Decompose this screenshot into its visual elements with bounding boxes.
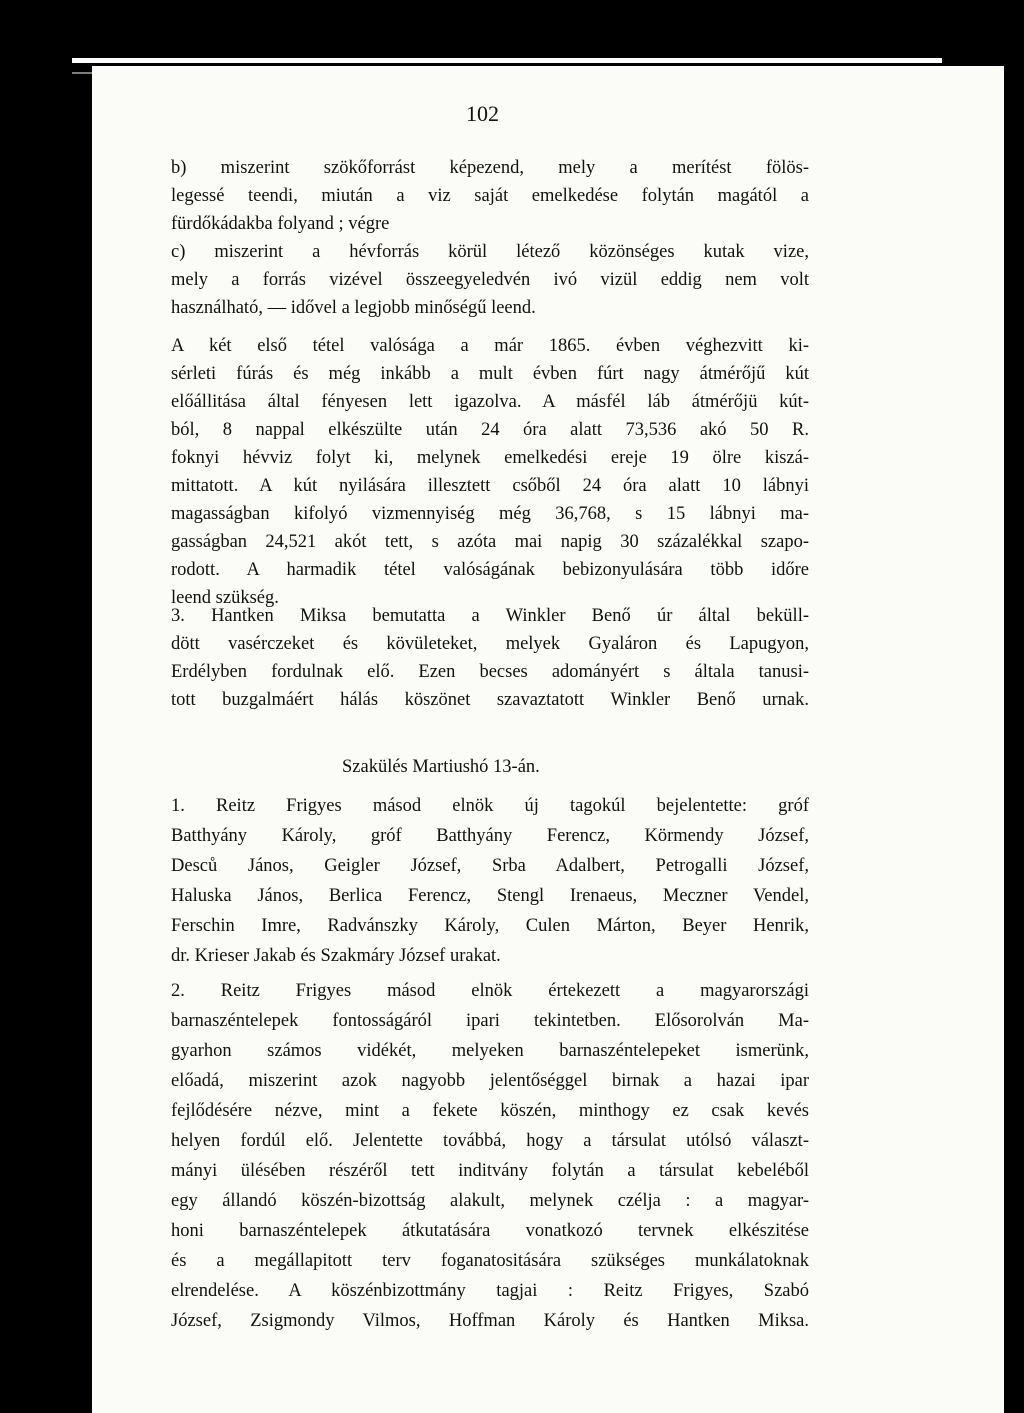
text-line: mányi ülésében részéről tett inditvány folytán a társulat kebeléből [171,1161,809,1181]
text-line: fejlődésére nézve, mint a fekete köszén, minthogy ez csak kevés [171,1101,809,1121]
text-line: egy állandó köszén-bizottság alakult, melynek czélja : a magyar- [171,1191,809,1211]
text-line: sérleti fúrás és még inkább a mult évben fúrt nagy átmérőjű kút [171,364,809,384]
text-line: ból, 8 nappal elkészülte után 24 óra alatt 73,536 akó 50 R. [171,420,809,440]
text-line: József, Zsigmondy Vilmos, Hoffman Károly és Hantken Miksa. [171,1311,809,1331]
text-line: Batthyány Károly, gróf Batthyány Ferencz, Körmendy József, [171,826,809,846]
text-line: fürdőkádakba folyand ; végre [171,214,390,234]
text-line: helyen fordúl elő. Jelentette továbbá, hogy a társulat utólsó választ- [171,1131,809,1151]
text-line: Erdélyben fordulnak elő. Ezen becses adományért s általa tanusi- [171,662,809,682]
session-heading: Szakülés Martiushó 13-án. [342,757,540,777]
text-line: 1. Reitz Frigyes másod elnök új tagokúl bejelentette: gróf [171,796,809,816]
text-line: barnaszéntelepek fontosságáról ipari tekintetben. Elősorolván Ma- [171,1011,809,1031]
text-line: mittatott. A kút nyilására illesztett csőből 24 óra alatt 10 lábnyi [171,476,809,496]
text-line: gyarhon számos vidékét, melyeken barnaszéntelepeket ismerünk, [171,1041,809,1061]
top-rule [72,58,942,63]
text-line: előállitása által fényesen lett igazolva. A másfél láb átmérőjü kút- [171,392,809,412]
text-line: legessé teendi, miután a viz saját emelkedése folytán magától a [171,186,809,206]
text-line: magasságban kifolyó vizmennyiség még 36,768, s 15 lábnyi ma- [171,504,809,524]
text-line: tott buzgalmáért hálás köszönet szavaztatott Winkler Benő urnak. [171,690,809,710]
text-line: b) miszerint szökőforrást képezend, mely a merítést fölös- [171,158,809,178]
text-line: előadá, miszerint azok nagyobb jelentőséggel birnak a hazai ipar [171,1071,809,1091]
text-line: 2. Reitz Frigyes másod elnök értekezett a magyarországi [171,981,809,1001]
page-number: 102 [466,101,499,126]
text-line: Desců János, Geigler József, Srba Adalbert, Petrogalli József, [171,856,809,876]
text-line: használható, — idővel a legjobb minőségű leend. [171,298,536,318]
text-line: dr. Krieser Jakab és Szakmáry József urakat. [171,946,501,966]
text-line: leend szükség. [171,588,279,608]
text-line: Ferschin Imre, Radvánszky Károly, Culen Márton, Beyer Henrik, [171,916,809,936]
text-line: és a megállapitott terv foganatositására szükséges munkálatoknak [171,1251,809,1271]
text-line: dött vasérczeket és kövületeket, melyek Gyaláron és Lapugyon, [171,634,809,654]
text-line: rodott. A harmadik tétel valóságának bebizonyulására több időre [171,560,809,580]
text-line: mely a forrás vizével összeegyeledvén ivó vizül eddig nem volt [171,270,809,290]
text-line: gasságban 24,521 akót tett, s azóta mai napig 30 százalékkal szapo- [171,532,809,552]
text-line: A két első tétel valósága a már 1865. évben véghezvitt ki- [171,336,809,356]
text-line: elrendelése. A köszénbizottmány tagjai : Reitz Frigyes, Szabó [171,1281,809,1301]
text-line: Haluska János, Berlica Ferencz, Stengl Irenaeus, Meczner Vendel, [171,886,809,906]
text-line: 3. Hantken Miksa bemutatta a Winkler Benő úr által beküll- [171,606,809,626]
text-line: honi barnaszéntelepek átkutatására vonatkozó tervnek elkészitése [171,1221,809,1241]
text-line: foknyi hévviz folyt ki, melynek emelkedési ereje 19 ölre kiszá- [171,448,809,468]
text-line: c) miszerint a hévforrás körül létező közönséges kutak vize, [171,242,809,262]
